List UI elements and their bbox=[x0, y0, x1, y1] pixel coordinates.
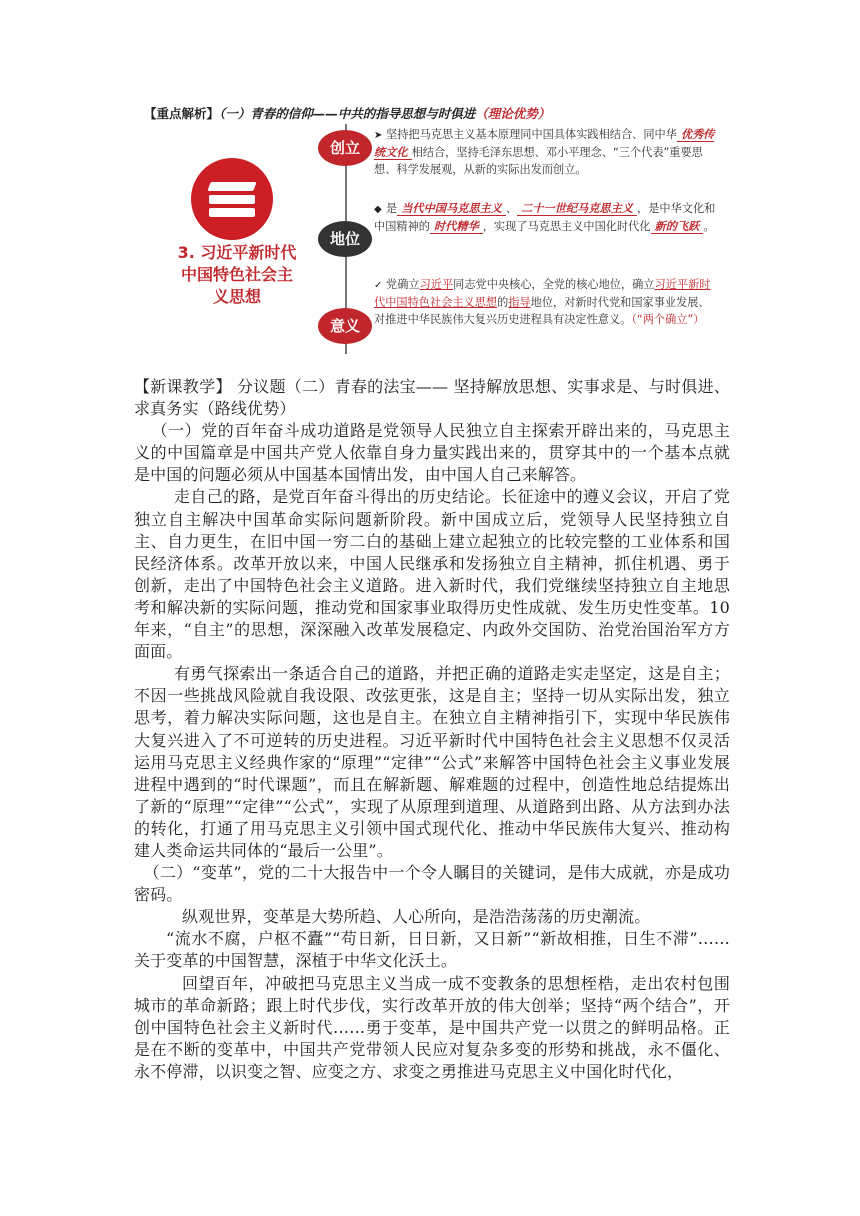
fill-in-answer: 新的飞跃 bbox=[651, 220, 704, 234]
paragraph: 纵观世界，变革是大势所趋、人心所向，是浩浩荡荡的历史潮流。 bbox=[182, 907, 651, 927]
fill-in-answer: 时代精华 bbox=[430, 220, 483, 234]
status-text-c: ，实现了马克思主义中国化时代化 bbox=[482, 220, 651, 233]
significance-text-d: 地位，对新时代党和国家事业发展、对推进中华民族伟大复兴历史进程具有决定性意义。 bbox=[374, 296, 710, 326]
key-analysis-figure bbox=[134, 102, 734, 378]
paragraph: （一）党的百年奋斗成功道路是党领导人民独立自主探索开辟出来的，马克思主义的中国篇章是中国共产党人依靠自身力量实践出来的，贯穿其中的一个基本点就是中国的问题必须从中国基本国情出发，由中国人自己来解答。 bbox=[134, 421, 730, 485]
significance-text-a: 党确立 bbox=[386, 278, 420, 291]
significance-text-c: 的 bbox=[497, 296, 509, 309]
arrow-bullet-icon: ➤ bbox=[374, 130, 383, 141]
fill-in-answer: 优秀传统文化 bbox=[374, 128, 715, 159]
significance-text bbox=[374, 276, 719, 328]
fill-in-answer: 当代中国马克思主义 bbox=[397, 202, 506, 216]
check-bullet-icon: ✓ bbox=[374, 280, 383, 291]
highlight-text: 习近平 bbox=[419, 278, 454, 291]
fill-in-answer: 二十一世纪马克思主义 bbox=[517, 202, 637, 216]
founding-text-b: 相结合，坚持毛泽东思想、邓小平理念、“三个代表”重要思想、科学发展观，从新的实际出发而创立。 bbox=[374, 146, 703, 176]
significance-note: （“两个确立”） bbox=[631, 313, 705, 326]
paragraph: 有勇气探索出一条适合自己的道路，并把正确的道路走实走坚定，这是自主；不因一些挑战风险就自我设限、改弦更张，这是自主；坚持一切从实际出发，独立思考，着力解决实际问题，这也是自主。在独立自主精神指引下，实现中华民族伟大复兴进入了不可逆转的历史进程。习近平新时代中国特色社会主义思想不仅灵活运用马克思主义经典作家的“原理”“定律”“公式”来解答中国特色社会主义事业发展进程中遇到的“时代课题”，而且在解新题、解难题的过程中，创造性地总结提炼出了新的“原理”“定律”“公式”，实现了从原理到道理、从道路到出路、从方法到办法的转化，打通了用马克思主义引领中国式现代化、推动中华民族伟大复兴、推动构建人类命运共同体的“最后一公里”。 bbox=[134, 664, 730, 860]
paragraph: （二）“变革”，党的二十大报告中一个令人瞩目的关键词，是伟大成就，亦是成功密码。 bbox=[134, 863, 730, 905]
node-status: 地位 bbox=[318, 221, 372, 257]
node-founding: 创立 bbox=[318, 130, 372, 166]
section-heading: 【新课教学】 分议题（二）青春的法宝—— 坚持解放思想、实事求是、与时俱进、求真务实（路线优势） bbox=[134, 377, 730, 419]
paragraph: 走自己的路，是党百年奋斗得出的历史结论。长征途中的遵义会议，开启了党独立自主解决中国革命实际问题新阶段。新中国成立后，党领导人民坚持独立自主、自力更生，在旧中国一穷二白的基础上建立起独立的比较完整的工业体系和国民经济体系。改革开放以来，中国人民继承和发扬独立自主精神，抓住机遇、勇于创新，走出了中国特色社会主义道路。进入新时代，我们党继续坚持独立自主地思考和解决新的实际问题，推动党和国家事业取得历史性成就、发生历史性变革。10年来，“自主”的思想，深深融入改革发展稳定、内政外交国防、治党治国治军方方面面。 bbox=[134, 487, 730, 662]
figure-title bbox=[144, 104, 550, 122]
body-text bbox=[134, 376, 730, 1083]
node-significance: 意义 bbox=[318, 308, 372, 344]
figure-title-main: （一）青春的信仰——中共的指导思想与时俱进 bbox=[219, 106, 476, 121]
status-text-a: 是 bbox=[386, 202, 398, 215]
status-text-b: ，是中华文化和中国精神的 bbox=[374, 202, 716, 233]
status-text-d: 。 bbox=[703, 220, 715, 233]
paragraph: “流水不腐，户枢不蠹”“苟日新，日日新，又日新”“新故相推，日生不滞”……关于变革的中国智慧，深植于中华文化沃土。 bbox=[134, 929, 730, 971]
figure-title-note: （理论优势） bbox=[475, 106, 551, 121]
paragraph: 回望百年，冲破把马克思主义当成一成不变教条的思想桎梏，走出农村包围城市的革命新路；跟上时代步伐，实行改革开放的伟大创举；坚持“两个结合”，开创中国特色社会主义新时代……勇于变革，是中国共产党一以贯之的鲜明品格。正是在不断的变革中，中国共产党带领人民应对复杂多变的形势和挑战，永不僵化、永不停滞，以识变之智、应变之方、求变之勇推进马克思主义中国化时代化， bbox=[134, 973, 730, 1081]
status-sep: 、 bbox=[505, 202, 518, 215]
books-icon bbox=[191, 158, 273, 240]
highlight-text: 指导 bbox=[508, 296, 531, 309]
founding-text bbox=[374, 126, 719, 178]
status-text bbox=[374, 200, 719, 235]
figure-left-title: 3. 习近平新时代 中国特色社会主 义思想 bbox=[177, 243, 297, 306]
highlight-text: 习近平新时代中国特色社会主义思想 bbox=[374, 278, 711, 309]
significance-text-b: 同志党中央核心，全党的核心地位，确立 bbox=[453, 278, 655, 291]
figure-title-bracket: 【重点解析】 bbox=[144, 106, 220, 121]
diamond-bullet-icon: ◆ bbox=[374, 204, 382, 215]
founding-text-a: 坚持把马克思主义基本原理同中国具体实践相结合、同中华 bbox=[386, 128, 677, 141]
